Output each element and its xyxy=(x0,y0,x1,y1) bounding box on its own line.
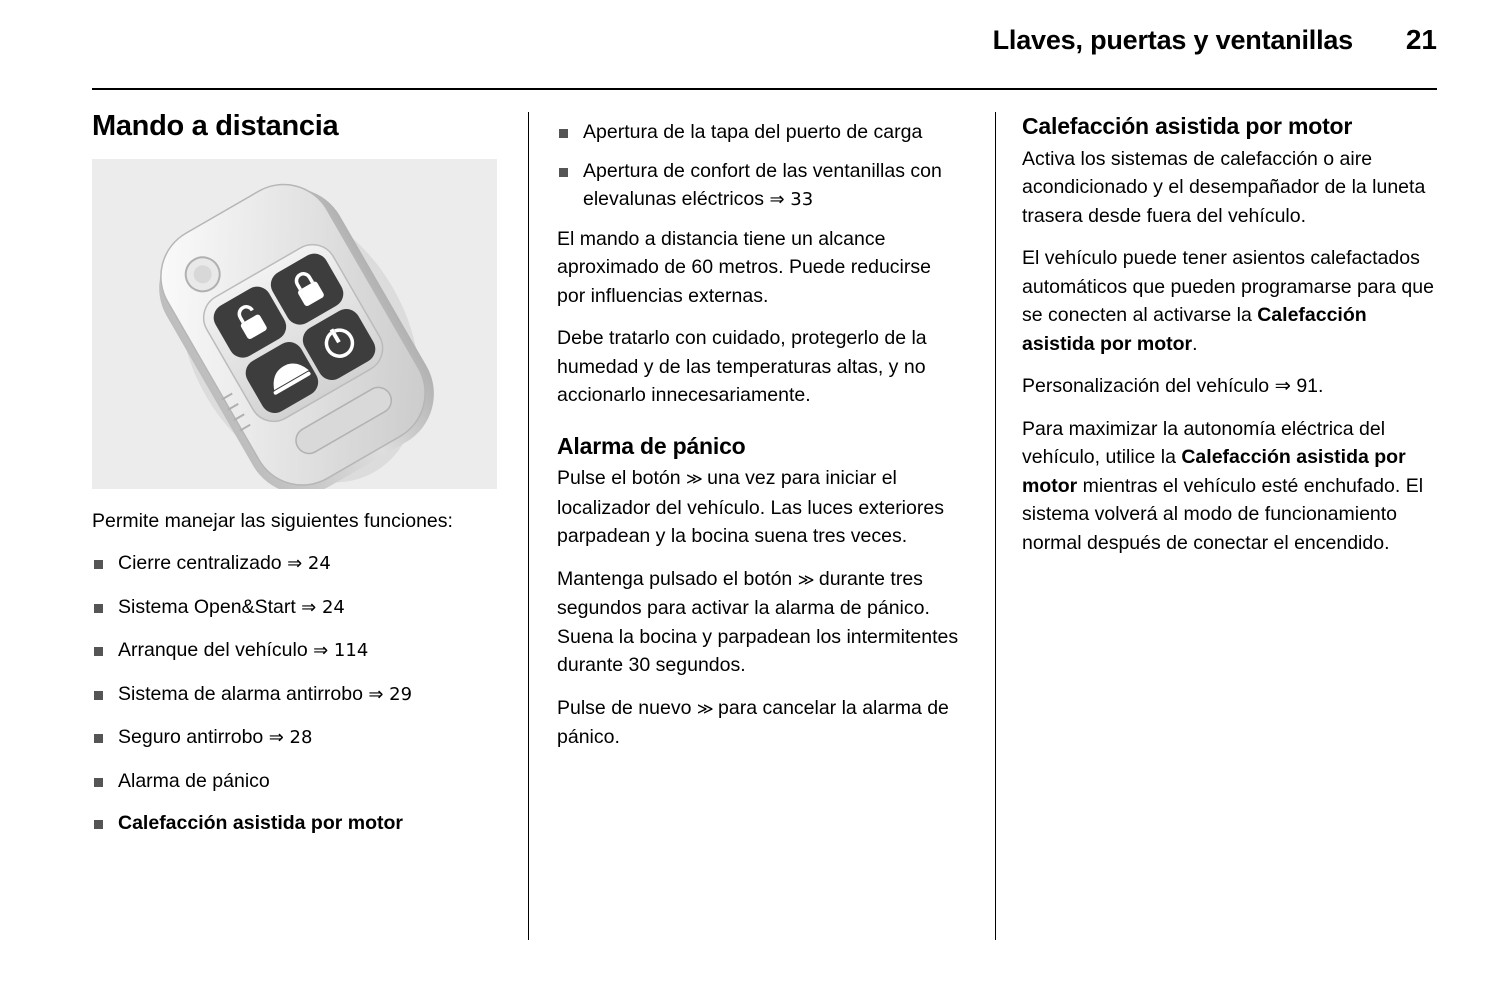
header-divider xyxy=(92,88,1437,90)
key-fob-figure xyxy=(92,159,497,489)
page-reference: ⇒ 29 xyxy=(368,683,413,705)
list-item-label: Calefacción asistida por motor xyxy=(118,812,403,834)
list-item xyxy=(557,157,962,215)
list-item-label: Sistema de alarma antirrobo xyxy=(118,682,369,705)
column-3 xyxy=(1022,112,1437,557)
list-item-label: Arranque del vehículo xyxy=(118,639,314,661)
list-item-label: Cierre centralizado xyxy=(118,552,288,574)
section-title-engine-assisted-heating: Calefacción asistida por motor xyxy=(1022,113,1353,139)
panic-text-a: Pulse de nuevo xyxy=(557,696,697,719)
heating-text-b: . xyxy=(1192,332,1198,355)
functions-list-continued xyxy=(557,118,962,215)
panic-text-b: para cancelar la alarma de pánico. xyxy=(557,696,949,748)
panic-paragraph-2 xyxy=(557,565,962,680)
page-reference: ⇒ 33 xyxy=(769,189,814,210)
range-paragraph: El mando a distancia tiene un alcance aproximado de 60 metros. Puede reducirse por influencias externas. xyxy=(557,227,931,307)
care-paragraph: Debe tratarlo con cuidado, protegerlo de la humedad y de las temperaturas altas, y no accionarlo innecesariamente. xyxy=(557,327,927,406)
personalization-reference: Personalización del vehículo ⇒ 91. xyxy=(1022,375,1324,397)
panic-text-a: Pulse el botón xyxy=(557,467,687,489)
column-2 xyxy=(557,112,962,752)
functions-list xyxy=(92,549,497,838)
list-item-label: Apertura de confort de las ventanillas con elevalunas eléctricos xyxy=(583,159,942,210)
heating-paragraph-2 xyxy=(1022,244,1437,358)
column-divider-2 xyxy=(995,112,996,940)
panic-button-icon: ≫ xyxy=(686,469,702,488)
panic-text-a: Mantenga pulsado el botón xyxy=(557,567,798,590)
list-item xyxy=(557,118,962,147)
list-item xyxy=(92,809,497,838)
page-number: 21 xyxy=(1405,24,1437,55)
column-divider-1 xyxy=(528,112,529,940)
panic-paragraph-3 xyxy=(557,694,962,752)
page-reference: ⇒ 114 xyxy=(313,640,369,661)
intro-paragraph: Permite manejar las siguientes funciones: xyxy=(92,509,453,532)
heating-term-bold: Calefacción asistida por motor xyxy=(1022,304,1367,355)
page-reference: ⇒ 28 xyxy=(268,727,313,748)
panic-paragraph-1 xyxy=(557,464,962,551)
heating-text-b: mientras el vehículo esté enchufado. El sistema volverá al modo de funcionamiento normal después de conectar el encendido. xyxy=(1022,474,1424,554)
list-item xyxy=(92,767,497,796)
list-item xyxy=(92,593,497,623)
heating-text-a: El vehículo puede tener asientos calefactados automáticos que pueden programarse para que se conecten al activarse la xyxy=(1022,247,1434,326)
page-reference: ⇒ 24 xyxy=(287,553,331,574)
heating-text-a: Para maximizar la autonomía eléctrica del vehículo, utilice la xyxy=(1022,417,1386,468)
list-item xyxy=(92,636,497,666)
list-item-label: Alarma de pánico xyxy=(118,769,270,792)
page-header xyxy=(92,24,1437,56)
panic-text-b: una vez para iniciar el localizador del vehículo. Las luces exteriores parpadean y la bocina suena tres veces. xyxy=(557,467,944,547)
section-title-remote-control: Mando a distancia xyxy=(92,110,339,142)
panic-text-b: durante tres segundos para activar la alarma de pánico. Suena la bocina y parpadean los intermitentes durante 30 segundos. xyxy=(557,567,959,676)
heating-paragraph-1: Activa los sistemas de calefacción o aire acondicionado y el desempañador de la luneta trasera desde fuera del vehículo. xyxy=(1022,147,1426,227)
remote-key-fob-illustration xyxy=(92,159,497,489)
column-1 xyxy=(92,112,497,852)
list-item xyxy=(92,723,497,753)
list-item-label: Apertura de la tapa del puerto de carga xyxy=(583,121,923,143)
panic-button-icon: ≫ xyxy=(696,698,713,718)
heating-paragraph-3 xyxy=(1022,415,1437,558)
list-item xyxy=(92,680,497,710)
heating-term-bold: Calefacción asistida por motor xyxy=(1022,446,1406,497)
page-reference: ⇒ 24 xyxy=(301,596,345,618)
panic-button-icon: ≫ xyxy=(797,569,814,589)
list-item-label: Seguro antirrobo xyxy=(118,726,269,748)
section-title-panic-alarm: Alarma de pánico xyxy=(557,432,746,459)
page-title: Llaves, puertas y ventanillas xyxy=(992,25,1353,55)
list-item-label: Sistema Open&Start xyxy=(118,595,302,618)
list-item xyxy=(92,549,497,579)
